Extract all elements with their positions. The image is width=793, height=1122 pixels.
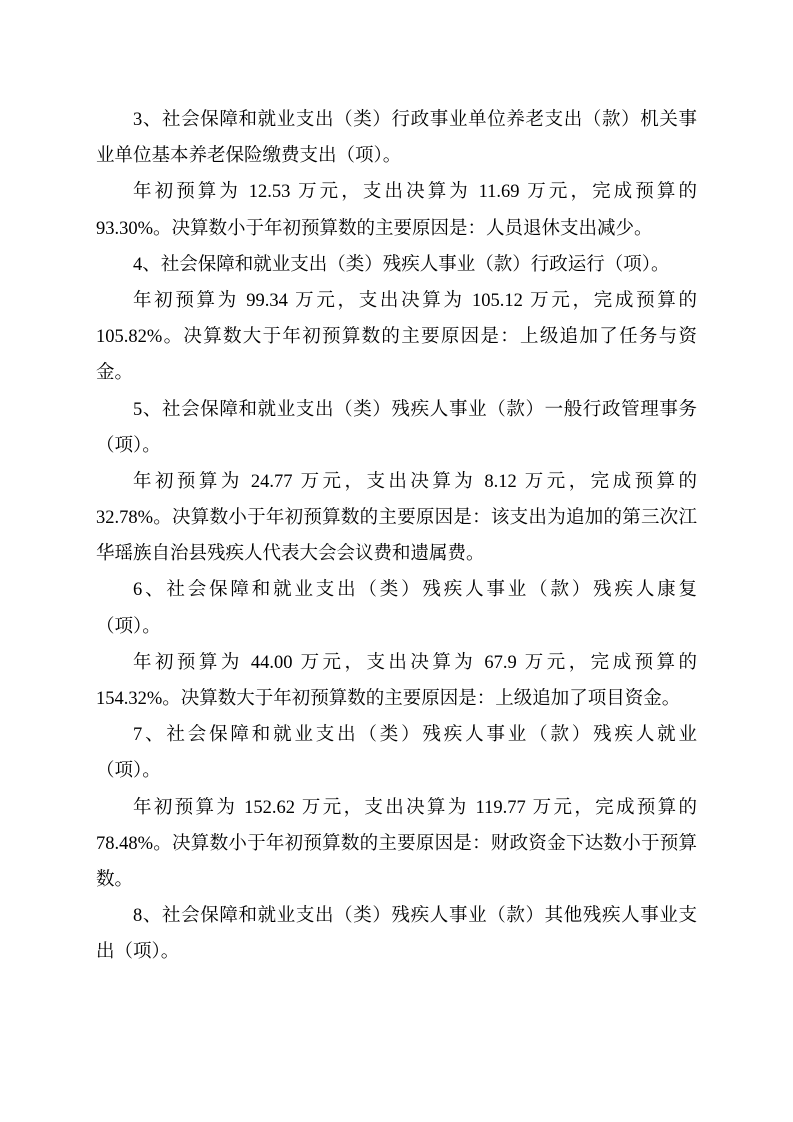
text-line: （项）。 — [96, 761, 161, 782]
text-line: 7、社会保障和就业支出（类）残疾人事业（款）残疾人就业 — [133, 725, 697, 746]
text-line: 业单位基本养老保险缴费支出（项）。 — [96, 146, 402, 167]
text-line: 32.78%。决算数小于年初预算数的主要原因是：该支出为追加的第三次江 — [96, 508, 697, 529]
text-line: 出（项）。 — [96, 942, 180, 963]
text-line: 年初预算为 152.62 万元，支出决算为 119.77 万元，完成预算的 — [133, 797, 697, 818]
text-line: 8、社会保障和就业支出（类）残疾人事业（款）其他残疾人事业支 — [133, 906, 697, 927]
text-line: （项）。 — [96, 435, 161, 456]
item-4-budget-note — [96, 283, 697, 392]
text-line: 154.32%。决算数大于年初预算数的主要原因是：上级追加了项目资金。 — [96, 689, 681, 709]
item-6-title — [96, 572, 697, 644]
item-3-budget-note — [96, 174, 697, 246]
text-line: 5、社会保障和就业支出（类）残疾人事业（款）一般行政管理事务 — [133, 399, 697, 420]
item-6-budget-note — [96, 645, 697, 717]
item-5-title — [96, 392, 697, 464]
item-4-title — [96, 247, 697, 283]
item-5-budget-note — [96, 464, 697, 573]
text-line: 年初预算为 44.00 万元，支出决算为 67.9 万元，完成预算的 — [133, 652, 697, 673]
text-line: 4、社会保障和就业支出（类）残疾人事业（款）行政运行（项）。 — [133, 254, 670, 275]
text-line: 6、社会保障和就业支出（类）残疾人事业（款）残疾人康复 — [133, 580, 697, 601]
text-line: （项）。 — [96, 616, 161, 637]
text-line: 105.82%。决算数大于年初预算数的主要原因是：上级追加了任务与资 — [96, 327, 697, 348]
text-line: 93.30%。决算数小于年初预算数的主要原因是：人员退休支出减少。 — [96, 218, 653, 239]
text-line: 年初预算为 24.77 万元，支出决算为 8.12 万元，完成预算的 — [133, 471, 697, 492]
document-body — [96, 102, 697, 971]
text-line: 金。 — [96, 363, 134, 384]
item-3-title — [96, 102, 697, 174]
text-line: 数。 — [96, 869, 134, 890]
text-line: 78.48%。决算数小于年初预算数的主要原因是：财政资金下达数小于预算 — [96, 833, 697, 854]
item-7-budget-note — [96, 790, 697, 899]
text-line: 3、社会保障和就业支出（类）行政事业单位养老支出（款）机关事 — [133, 110, 697, 130]
item-8-title — [96, 898, 697, 970]
item-7-title — [96, 717, 697, 789]
text-line: 年初预算为 99.34 万元，支出决算为 105.12 万元，完成预算的 — [133, 290, 697, 311]
text-line: 华瑶族自治县残疾人代表大会会议费和遗属费。 — [96, 544, 485, 565]
text-line: 年初预算为 12.53 万元，支出决算为 11.69 万元，完成预算的 — [133, 182, 697, 203]
